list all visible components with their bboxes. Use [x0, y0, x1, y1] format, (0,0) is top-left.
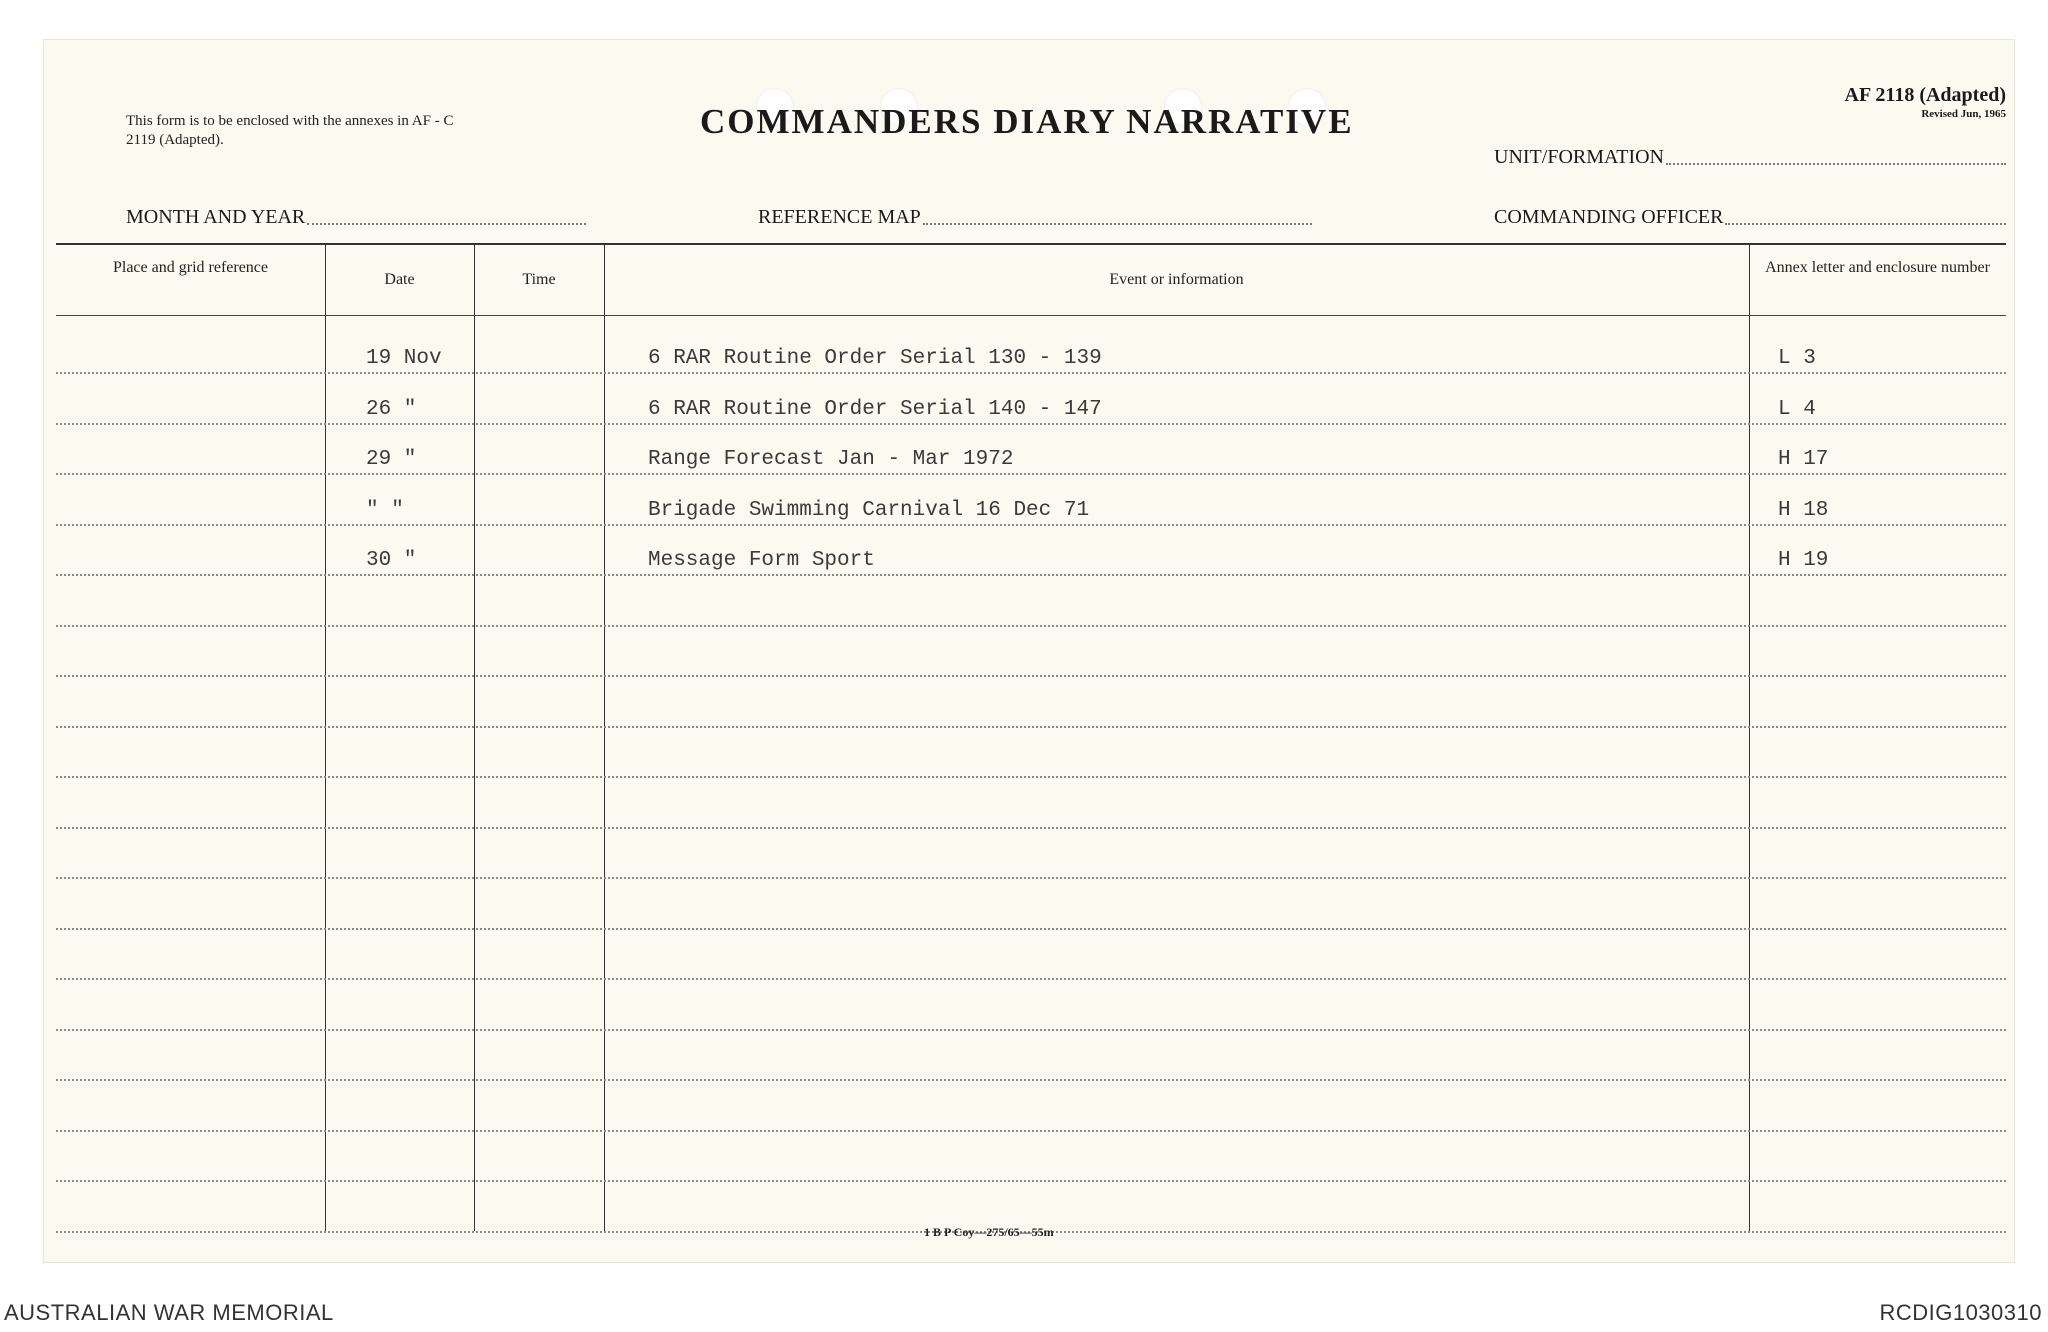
cell-date: 29 ": [366, 448, 417, 471]
revision-date: Revised Jun, 1965: [1921, 108, 2006, 120]
month-year-label: MONTH AND YEAR: [126, 206, 306, 228]
reference-map-label: REFERENCE MAP: [758, 206, 921, 228]
table-row: [56, 677, 2006, 728]
table-row: [56, 980, 2006, 1031]
cell-event: Range Forecast Jan - Mar 1972: [648, 448, 1014, 471]
cell-date: " ": [366, 498, 404, 522]
table-row: [56, 929, 2006, 980]
table-row: [56, 374, 2006, 425]
archive-reference: RCDIG1030310: [1879, 1300, 2042, 1325]
table-row: [56, 323, 2006, 374]
cell-annex: H 18: [1778, 498, 1829, 522]
enclosure-note: This form is to be enclosed with the annexes in AF - C 2119 (Adapted).: [126, 113, 454, 148]
header-annex: Annex letter and enclosure number: [1765, 259, 1990, 276]
unit-formation-line: [1666, 162, 2006, 165]
commanding-officer-label: COMMANDING OFFICER: [1494, 206, 1724, 228]
cell-annex: L 4: [1778, 397, 1816, 421]
table-row: [56, 1030, 2006, 1081]
form-code-block: [1845, 84, 2006, 120]
cell-event: 6 RAR Routine Order Serial 130 - 139: [648, 347, 1102, 370]
diary-table: [56, 243, 2006, 1231]
table-row: [56, 626, 2006, 677]
cell-date: 30 ": [366, 549, 417, 572]
diary-form-sheet: [44, 40, 2014, 1262]
reference-map-line: [923, 222, 1312, 225]
header-event: Event or information: [1109, 271, 1244, 288]
printer-imprint: 1 B P Coy—275/65—55m: [924, 1225, 1054, 1239]
table-row: [56, 475, 2006, 526]
header-date: Date: [384, 271, 415, 288]
cell-event: 6 RAR Routine Order Serial 140 - 147: [648, 397, 1102, 421]
cell-date: 26 ": [366, 397, 417, 421]
table-row: [56, 1081, 2006, 1132]
header-time: Time: [522, 271, 556, 288]
commanding-officer-field: [1494, 206, 2006, 229]
table-row: [56, 879, 2006, 930]
table-row: [56, 424, 2006, 475]
cell-event: Brigade Swimming Carnival 16 Dec 71: [648, 498, 1090, 522]
table-row: [56, 1131, 2006, 1182]
form-title: COMMANDERS DIARY NARRATIVE: [700, 102, 1354, 141]
cell-date: 19 Nov: [366, 347, 442, 370]
month-year-line: [307, 222, 586, 225]
archive-credit: AUSTRALIAN WAR MEMORIAL: [4, 1300, 334, 1325]
table-row: [56, 525, 2006, 576]
header-place: Place and grid reference: [112, 259, 268, 276]
table-row: [56, 576, 2006, 627]
cell-annex: H 19: [1778, 549, 1829, 572]
unit-formation-field: [1494, 146, 2006, 169]
cell-annex: L 3: [1778, 347, 1816, 370]
cell-event: Message Form Sport: [648, 549, 875, 572]
unit-formation-label: UNIT/FORMATION: [1494, 146, 1664, 168]
table-row: [56, 727, 2006, 778]
header-rule: [56, 315, 2006, 316]
table-row: [56, 778, 2006, 829]
reference-map-field: [758, 206, 1312, 229]
commanding-officer-line: [1725, 222, 2006, 225]
form-code: AF 2118 (Adapted): [1844, 84, 2006, 106]
table-row: [56, 828, 2006, 879]
cell-annex: H 17: [1778, 448, 1829, 471]
month-year-field: [126, 206, 586, 229]
